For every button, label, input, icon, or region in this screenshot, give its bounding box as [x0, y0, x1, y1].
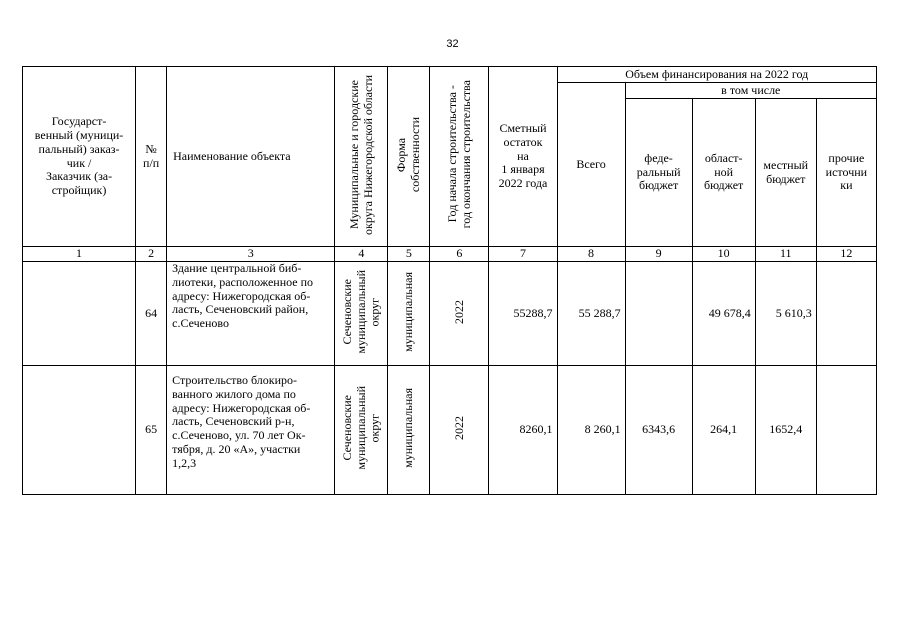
- cell-number: 65: [136, 366, 167, 495]
- header-customer: Государст- венный (муници- пальный) заказ- чик / Заказчик (за- стройщик): [23, 67, 136, 247]
- cell-local: 1652,4: [755, 366, 816, 495]
- column-number: 2: [136, 247, 167, 262]
- financing-table: [22, 66, 877, 495]
- header-other: прочие источни ки: [816, 99, 876, 247]
- cell-estimated-balance: 55288,7: [489, 262, 557, 366]
- cell-total: 55 288,7: [557, 262, 625, 366]
- header-financing-volume: Объем финансирования на 2022 год: [557, 67, 876, 83]
- header-total: Всего: [557, 83, 625, 247]
- cell-regional: 264,1: [692, 366, 755, 495]
- page-number: 32: [446, 38, 459, 50]
- column-number: 10: [692, 247, 755, 262]
- cell-object-name: Строительство блокиро- ванного жилого дома по адресу: Нижегородская об- ласть, Сеченовский р-н, с.Сеченово, ул. 70 лет Ок- тября, д. 20 «А», участки 1,2,3: [167, 366, 335, 495]
- column-number: 7: [489, 247, 557, 262]
- column-number: 8: [557, 247, 625, 262]
- cell-years: 2022: [430, 366, 489, 495]
- cell-federal: [625, 262, 692, 366]
- column-number: 6: [430, 247, 489, 262]
- cell-ownership: муниципальная: [388, 262, 430, 366]
- cell-municipality: Сеченовские муниципальный округ: [335, 262, 388, 366]
- cell-total: 8 260,1: [557, 366, 625, 495]
- cell-object-name: Здание центральной биб- лиотеки, расположенное по адресу: Нижегородская об- ласть, Сеченовский район, с.Сеченово: [167, 262, 335, 366]
- header-ownership: Форма собственности: [388, 67, 430, 247]
- table-row: [23, 262, 877, 366]
- header-municipality: Муниципальные и городские округа Нижегородской области: [335, 67, 388, 247]
- cell-other: [816, 262, 876, 366]
- column-number: 12: [816, 247, 876, 262]
- cell-regional: 49 678,4: [692, 262, 755, 366]
- column-number: 11: [755, 247, 816, 262]
- cell-customer: [23, 262, 136, 366]
- header-number: № п/п: [136, 67, 167, 247]
- column-number-row: [23, 247, 877, 262]
- column-number: 1: [23, 247, 136, 262]
- column-number: 3: [167, 247, 335, 262]
- header-years: Год начала строительства - год окончания строительства: [430, 67, 489, 247]
- header-estimated-balance: Сметный остаток на 1 января 2022 года: [489, 67, 557, 247]
- cell-customer: [23, 366, 136, 495]
- column-number: 5: [388, 247, 430, 262]
- cell-federal: 6343,6: [625, 366, 692, 495]
- cell-ownership: муниципальная: [388, 366, 430, 495]
- column-number: 9: [625, 247, 692, 262]
- cell-years: 2022: [430, 262, 489, 366]
- header-federal: феде- ральный бюджет: [625, 99, 692, 247]
- header-local: местный бюджет: [755, 99, 816, 247]
- table-row: [23, 366, 877, 495]
- cell-local: 5 610,3: [755, 262, 816, 366]
- cell-other: [816, 366, 876, 495]
- header-object-name: Наименование объекта: [167, 67, 335, 247]
- cell-number: 64: [136, 262, 167, 366]
- header-including: в том числе: [625, 83, 876, 99]
- cell-municipality: Сеченовские муниципальный округ: [335, 366, 388, 495]
- header-regional: област- ной бюджет: [692, 99, 755, 247]
- cell-estimated-balance: 8260,1: [489, 366, 557, 495]
- column-number: 4: [335, 247, 388, 262]
